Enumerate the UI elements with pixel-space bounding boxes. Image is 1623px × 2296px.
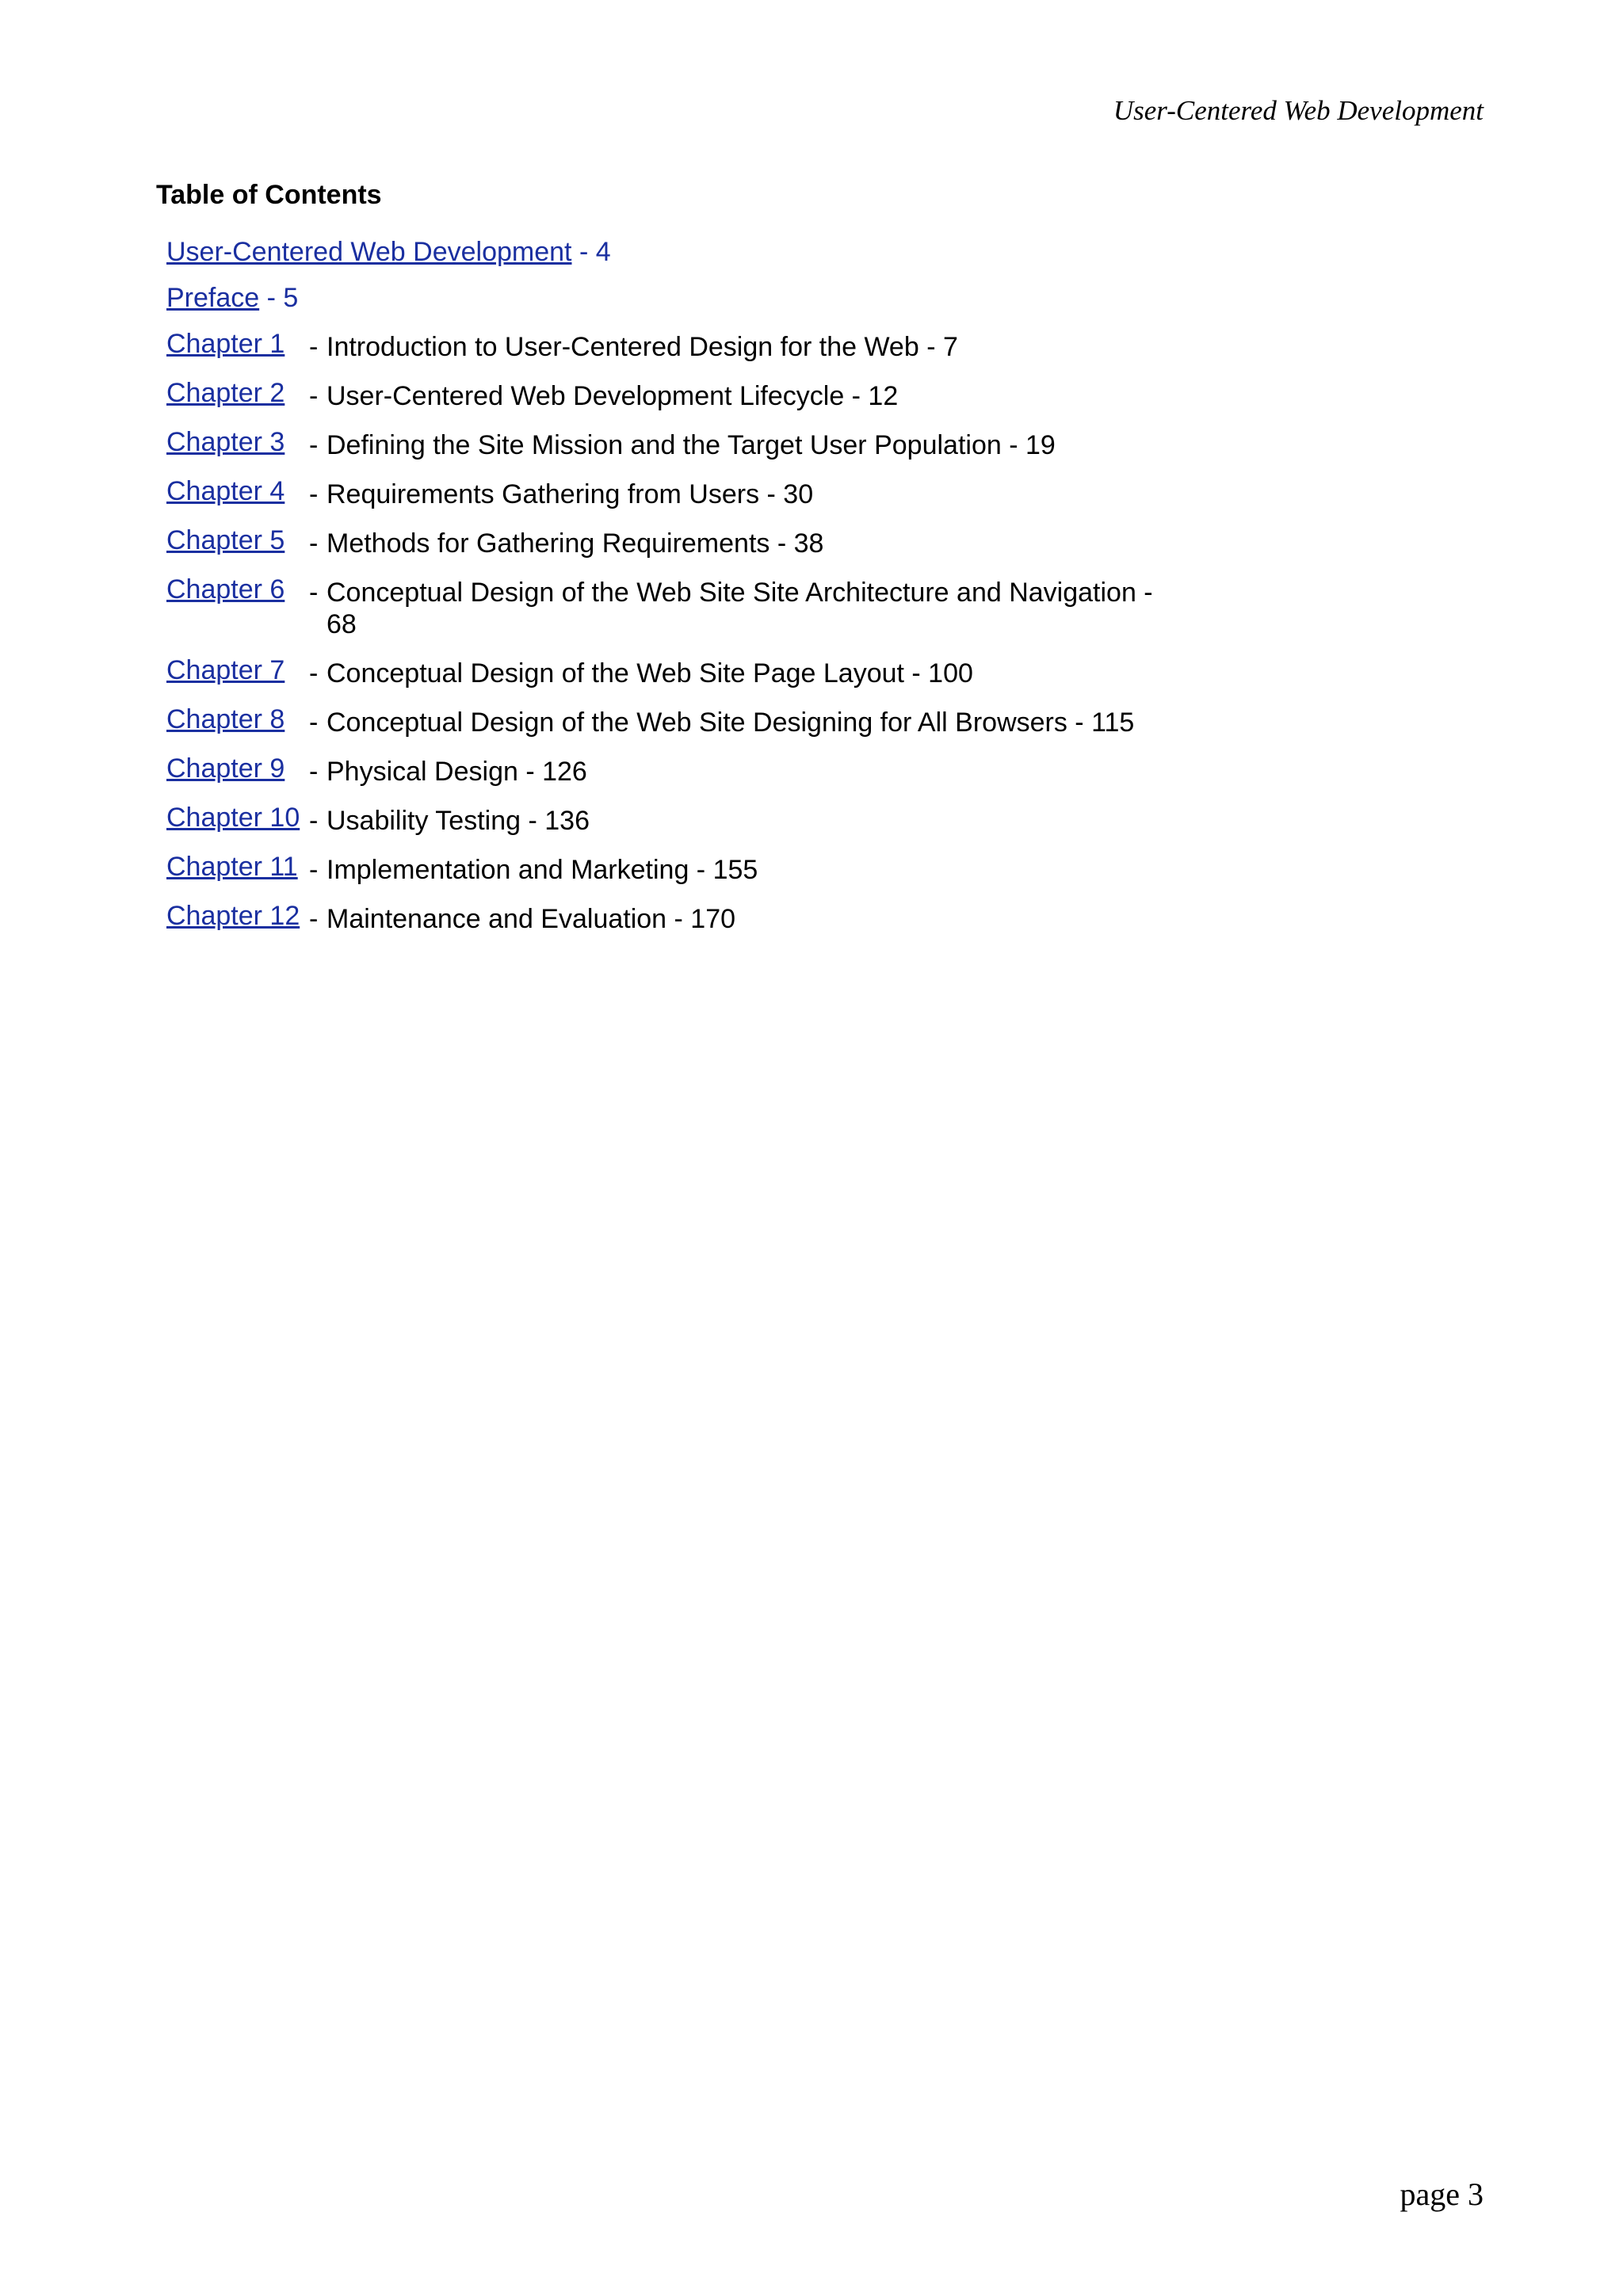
toc-entry-preface bbox=[166, 282, 1167, 328]
toc-chapter-title-cell bbox=[327, 475, 1167, 524]
toc-chapter-title-cell bbox=[327, 900, 1167, 949]
toc-chapter-link[interactable]: Chapter 11 bbox=[166, 852, 298, 882]
toc-chapter-link-cell bbox=[166, 328, 309, 377]
table-of-contents bbox=[166, 236, 1167, 949]
toc-chapter-link[interactable]: Chapter 4 bbox=[166, 476, 285, 506]
toc-chapter-dash: - bbox=[309, 806, 319, 836]
toc-chapter-title: User-Centered Web Development Lifecycle - 12 bbox=[327, 381, 899, 411]
toc-chapter-link-cell bbox=[166, 851, 309, 900]
toc-chapter-row bbox=[166, 900, 1167, 949]
toc-chapter-separator bbox=[309, 475, 327, 524]
toc-chapter-title-cell bbox=[327, 524, 1167, 574]
toc-chapter-link-cell bbox=[166, 654, 309, 704]
toc-page-preface: - 5 bbox=[259, 283, 299, 313]
toc-chapter-separator bbox=[309, 654, 327, 704]
toc-page-book-title: - 4 bbox=[571, 237, 611, 267]
toc-chapter-link[interactable]: Chapter 6 bbox=[166, 574, 285, 605]
toc-heading: Table of Contents bbox=[156, 180, 382, 210]
toc-chapter-link-cell bbox=[166, 704, 309, 753]
toc-chapter-title-cell bbox=[327, 704, 1167, 753]
toc-chapter-link[interactable]: Chapter 2 bbox=[166, 378, 285, 408]
toc-chapter-row bbox=[166, 328, 1167, 377]
toc-chapter-separator bbox=[309, 426, 327, 475]
page-number: page 3 bbox=[1400, 2176, 1484, 2212]
toc-chapter-separator bbox=[309, 377, 327, 426]
toc-chapter-title: Usability Testing - 136 bbox=[327, 806, 590, 836]
toc-chapter-link-cell bbox=[166, 802, 309, 851]
toc-chapter-link-cell bbox=[166, 475, 309, 524]
toc-chapter-dash: - bbox=[309, 528, 319, 559]
toc-chapter-row bbox=[166, 426, 1167, 475]
toc-chapter-title: Defining the Site Mission and the Target User Population - 19 bbox=[327, 430, 1056, 460]
toc-chapter-link-cell bbox=[166, 377, 309, 426]
toc-chapter-link-cell bbox=[166, 524, 309, 574]
toc-chapter-title: Physical Design - 126 bbox=[327, 757, 587, 787]
toc-chapter-dash: - bbox=[309, 757, 319, 787]
toc-chapter-title: Maintenance and Evaluation - 170 bbox=[327, 904, 736, 934]
toc-chapter-separator bbox=[309, 574, 327, 654]
toc-chapter-row bbox=[166, 524, 1167, 574]
toc-chapter-dash: - bbox=[309, 332, 319, 362]
toc-chapter-row bbox=[166, 704, 1167, 753]
toc-chapter-title-cell bbox=[327, 753, 1167, 802]
toc-chapter-link[interactable]: Chapter 1 bbox=[166, 329, 285, 359]
toc-chapter-row bbox=[166, 377, 1167, 426]
running-header: User-Centered Web Development bbox=[1113, 95, 1484, 126]
toc-chapter-title-cell bbox=[327, 328, 1167, 377]
toc-chapter-link[interactable]: Chapter 10 bbox=[166, 803, 300, 833]
toc-chapter-link[interactable]: Chapter 9 bbox=[166, 753, 285, 784]
toc-chapter-row bbox=[166, 753, 1167, 802]
toc-chapter-separator bbox=[309, 753, 327, 802]
toc-chapter-title-cell bbox=[327, 654, 1167, 704]
toc-chapter-separator bbox=[309, 851, 327, 900]
toc-chapter-link-cell bbox=[166, 753, 309, 802]
toc-chapter-link-cell bbox=[166, 574, 309, 654]
toc-chapter-title: Conceptual Design of the Web Site Site Architecture and Navigation - 68 bbox=[327, 578, 1153, 639]
toc-link-book-title[interactable]: User-Centered Web Development bbox=[166, 237, 572, 267]
toc-chapter-separator bbox=[309, 524, 327, 574]
toc-chapter-title: Methods for Gathering Requirements - 38 bbox=[327, 528, 824, 559]
toc-chapter-separator bbox=[309, 328, 327, 377]
toc-chapter-row bbox=[166, 802, 1167, 851]
toc-chapter-separator bbox=[309, 704, 327, 753]
toc-chapter-title-cell bbox=[327, 802, 1167, 851]
chapter-list bbox=[166, 328, 1167, 949]
toc-chapter-link[interactable]: Chapter 3 bbox=[166, 427, 285, 457]
toc-chapter-title: Conceptual Design of the Web Site Page Layout - 100 bbox=[327, 658, 973, 688]
toc-chapter-dash: - bbox=[309, 658, 319, 688]
toc-chapter-title-cell bbox=[327, 426, 1167, 475]
toc-chapter-dash: - bbox=[309, 381, 319, 411]
toc-chapter-link[interactable]: Chapter 8 bbox=[166, 704, 285, 734]
toc-chapter-link[interactable]: Chapter 7 bbox=[166, 655, 285, 685]
toc-chapter-separator bbox=[309, 802, 327, 851]
toc-chapter-row bbox=[166, 851, 1167, 900]
toc-chapter-title-cell bbox=[327, 377, 1167, 426]
toc-chapter-dash: - bbox=[309, 904, 319, 934]
toc-chapter-dash: - bbox=[309, 855, 319, 885]
toc-chapter-row bbox=[166, 654, 1167, 704]
toc-chapter-link-cell bbox=[166, 426, 309, 475]
toc-chapter-title: Introduction to User-Centered Design for the Web - 7 bbox=[327, 332, 958, 362]
toc-chapter-separator bbox=[309, 900, 327, 949]
toc-chapter-dash: - bbox=[309, 430, 319, 460]
toc-chapter-link-cell bbox=[166, 900, 309, 949]
toc-chapter-row bbox=[166, 475, 1167, 524]
toc-entry-book-title bbox=[166, 236, 1167, 282]
toc-chapter-dash: - bbox=[309, 479, 319, 509]
toc-chapter-title-cell bbox=[327, 851, 1167, 900]
toc-chapter-link[interactable]: Chapter 5 bbox=[166, 525, 285, 555]
toc-chapter-title-cell bbox=[327, 574, 1167, 654]
toc-chapter-dash: - bbox=[309, 578, 319, 608]
toc-link-preface[interactable]: Preface bbox=[166, 283, 260, 313]
toc-chapter-title: Conceptual Design of the Web Site Designing for All Browsers - 115 bbox=[327, 707, 1135, 738]
toc-chapter-row bbox=[166, 574, 1167, 654]
toc-chapter-dash: - bbox=[309, 707, 319, 738]
toc-chapter-title: Requirements Gathering from Users - 30 bbox=[327, 479, 814, 509]
toc-chapter-title: Implementation and Marketing - 155 bbox=[327, 855, 758, 885]
toc-chapter-link[interactable]: Chapter 12 bbox=[166, 901, 300, 931]
